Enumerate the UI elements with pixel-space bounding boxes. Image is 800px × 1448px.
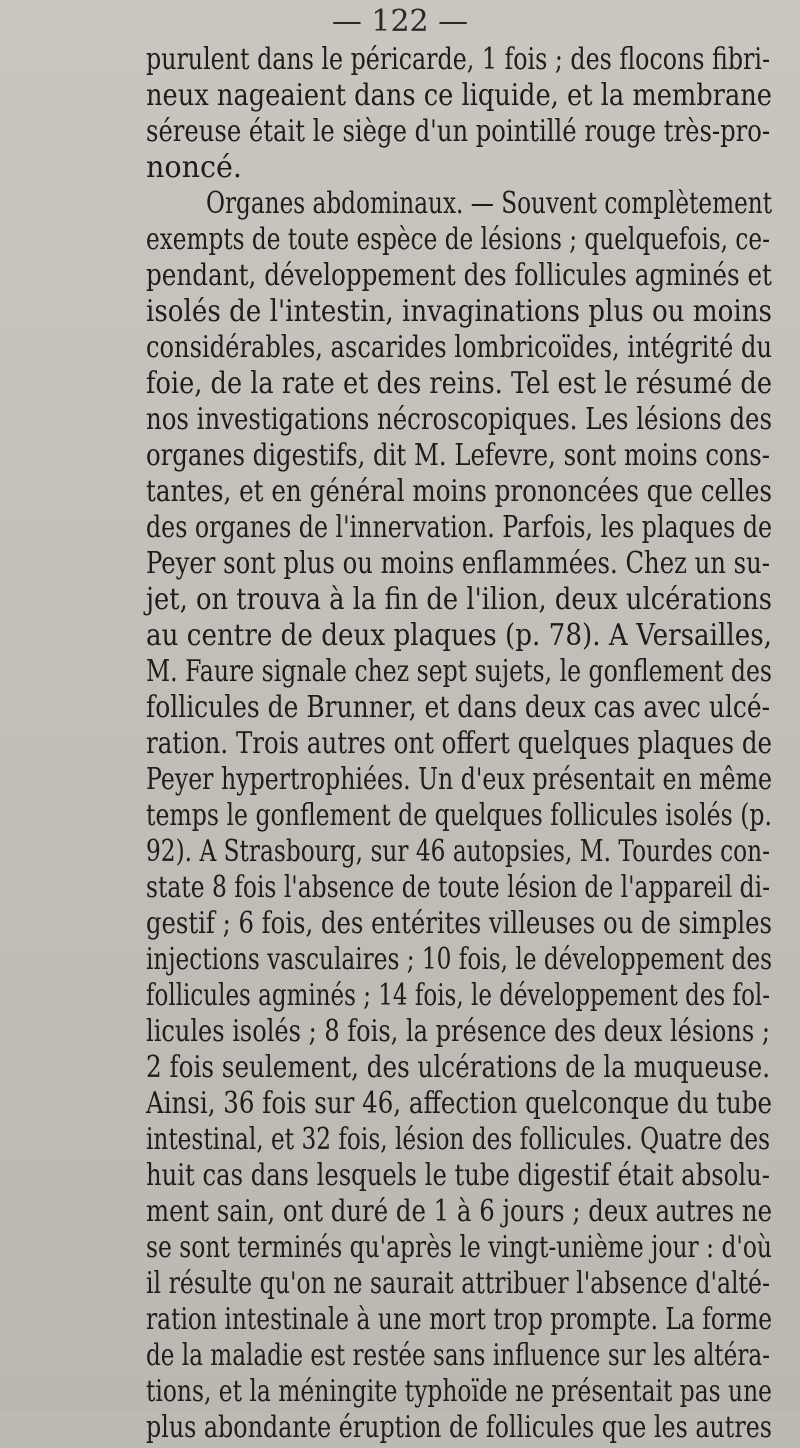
text-line: licules isolés ; 8 fois, la présence des deux lésions ;	[146, 1014, 770, 1049]
text-line: jet, on trouva à la fin de l'ilion, deux ulcérations	[146, 582, 772, 617]
text-line: foie, de la rate et des reins. Tel est le résumé de	[146, 366, 772, 401]
text-line: ration. Trois autres ont offert quelques plaques de	[146, 726, 773, 761]
text-line: ment sain, ont duré de 1 à 6 jours ; deux autres ne	[146, 1194, 773, 1229]
text-line: temps le gonflement de quelques follicules isolés (p.	[146, 798, 773, 833]
text-line: nos investigations nécroscopiques. Les lésions des	[146, 402, 773, 437]
text-line: follicules de Brunner, et dans deux cas avec ulcé-	[146, 690, 771, 725]
text-line: des organes de l'innervation. Parfois, les plaques de	[146, 510, 773, 545]
text-line: huit cas dans lesquels le tube digestif était absolu-	[146, 1158, 770, 1193]
text-line: M. Faure signale chez sept sujets, le gonflement des	[146, 654, 773, 689]
text-line: plus abondante éruption de follicules que les autres	[146, 1410, 772, 1445]
text-line: isolés de l'intestin, invaginations plus ou moins	[146, 294, 772, 329]
page-number: — 122 —	[331, 4, 469, 39]
text-line: organes digestifs, dit M. Lefevre, sont moins cons-	[146, 438, 771, 473]
text-line: Ainsi, 36 fois sur 46, affection quelconque du tube	[146, 1086, 772, 1121]
text-line: 92). A Strasbourg, sur 46 autopsies, M. Tourdes con-	[146, 834, 770, 869]
text-line: pendant, développement des follicules agminés et	[146, 258, 772, 293]
text-line: gestif ; 6 fois, des entérites villeuses ou de simples	[146, 906, 772, 941]
text-line: follicules agminés ; 14 fois, le développement des fol-	[146, 978, 771, 1013]
text-line: Peyer hypertrophiées. Un d'eux présentait en même	[146, 762, 773, 797]
text-line: neux nageaient dans ce liquide, et la membrane	[146, 78, 772, 113]
text-line: tions, et la méningite typhoïde ne présentait pas une	[146, 1374, 772, 1409]
text-line: au centre de deux plaques (p. 78). A Versailles,	[146, 618, 773, 653]
text-line: de la maladie est restée sans influence sur les altéra-	[146, 1338, 770, 1373]
text-line: exempts de toute espèce de lésions ; quelquefois, ce-	[146, 222, 770, 257]
text-line: 2 fois seulement, des ulcérations de la muqueuse.	[146, 1050, 771, 1085]
text-line: noncé.	[146, 150, 242, 185]
text-line: séreuse était le siège d'un pointillé rouge très-pro-	[146, 114, 771, 149]
text-line: se sont terminés qu'après le vingt-unième jour : d'où	[146, 1230, 772, 1265]
text-line: tantes, et en général moins prononcées que celles	[146, 474, 773, 509]
text-line: il résulte qu'on ne saurait attribuer l'absence d'alté-	[146, 1266, 770, 1301]
text-line: intestinal, et 32 fois, lésion des follicules. Quatre des	[146, 1122, 770, 1157]
text-line: considérables, ascarides lombricoïdes, intégrité du	[146, 330, 773, 365]
text-line: Peyer sont plus ou moins enflammées. Chez un su-	[146, 546, 771, 581]
text-line: Organes abdominaux. — Souvent complètement	[206, 186, 773, 221]
text-line: injections vasculaires ; 10 fois, le développement des	[146, 942, 772, 977]
text-line: purulent dans le péricarde, 1 fois ; des flocons fibri-	[146, 42, 770, 77]
text-line: state 8 fois l'absence de toute lésion de l'appareil di-	[146, 870, 770, 905]
text-line: ration intestinale à une mort trop prompte. La forme	[146, 1302, 773, 1337]
